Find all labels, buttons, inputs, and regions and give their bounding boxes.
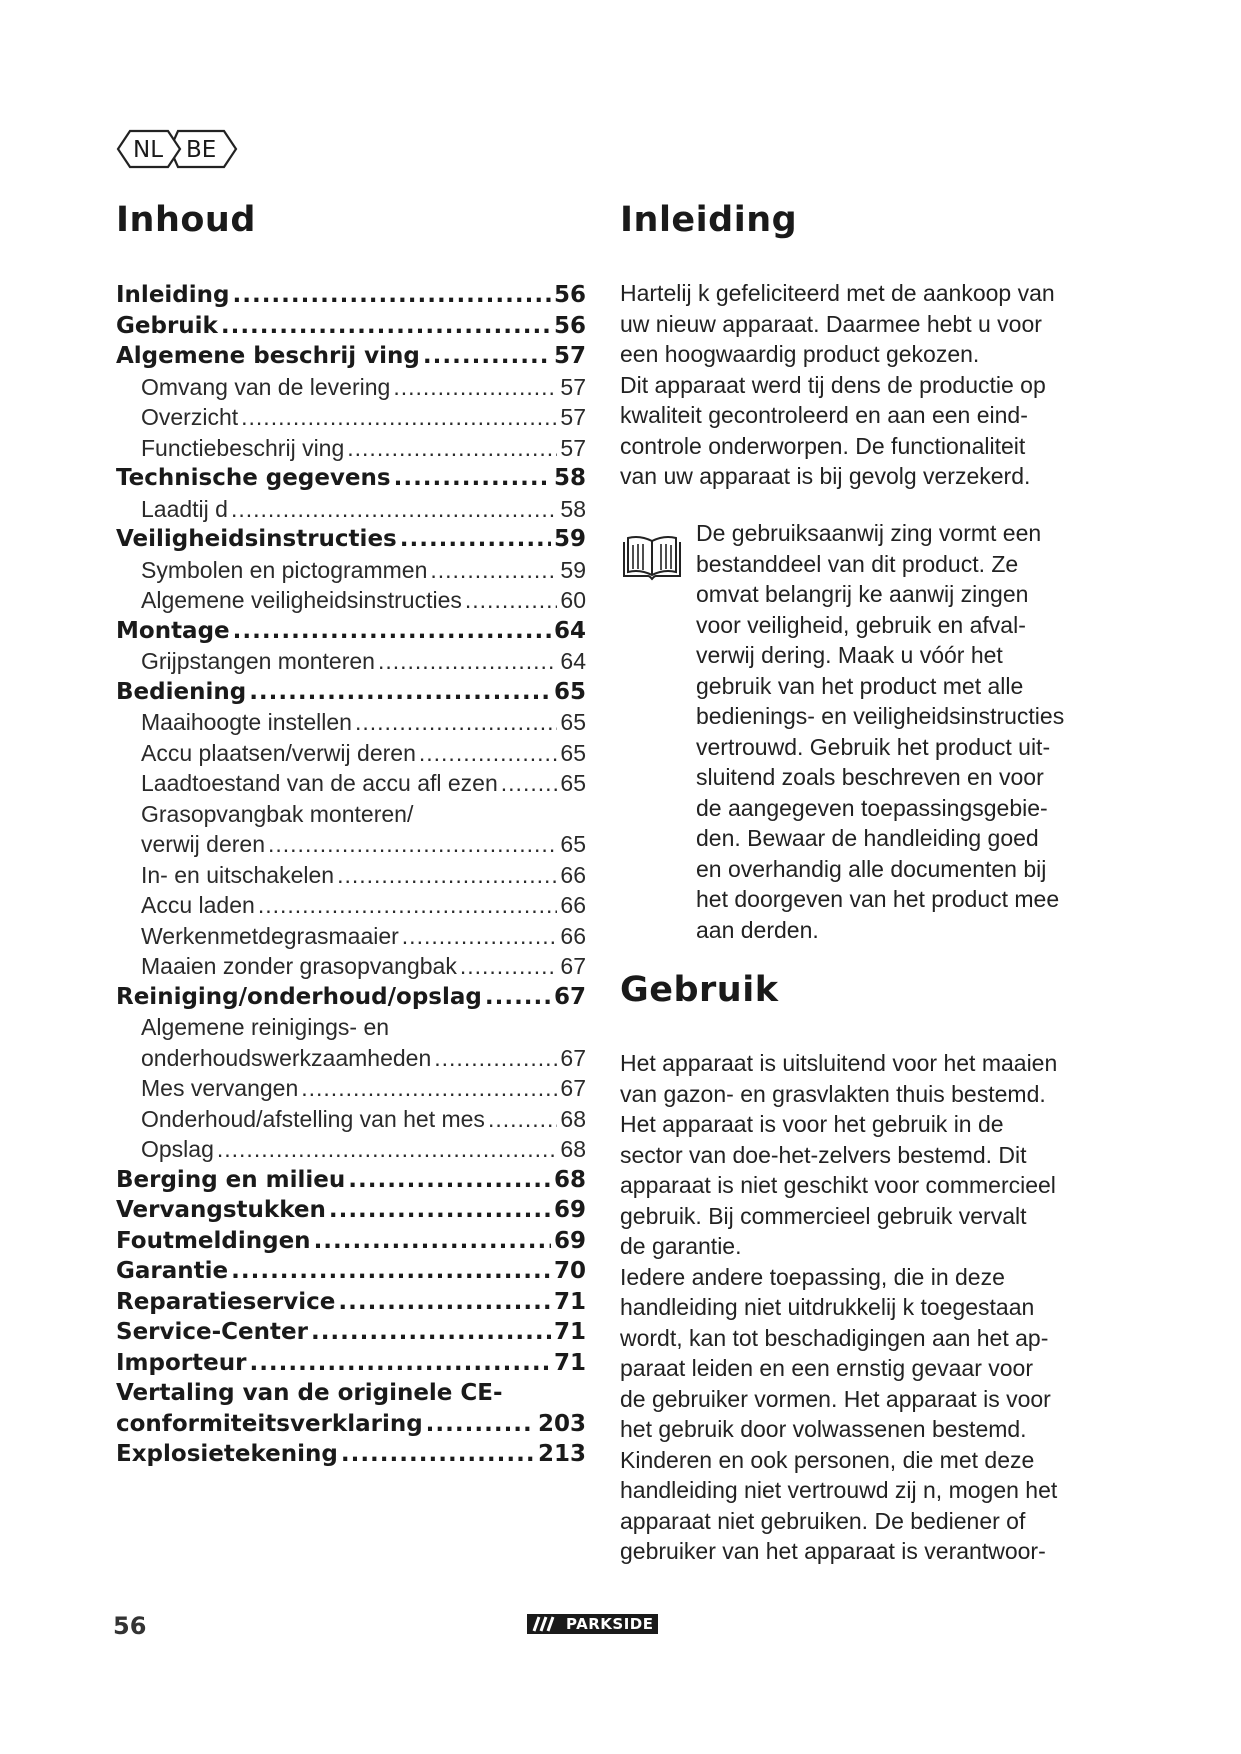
intro-text: Hartelij k gefeliciteerd met de aankoop van uw nieuw apparaat. Daarmee hebt u voor een hoogwaardig product gekozen. Dit apparaat werd tij dens de productie op kwaliteit gecontroleerd en aan een eind- controle onderworpen. De functionaliteit van uw apparaat is bij gevolg verzekerd. (620, 280, 1055, 489)
toc-entry-page: 65 (560, 739, 586, 766)
toc-entry-title: Omvang van de levering (141, 373, 391, 400)
toc-entry (116, 1165, 586, 1196)
toc-entry (116, 646, 586, 677)
toc-entry (116, 402, 586, 433)
toc-entry-title: Inleiding (116, 282, 230, 308)
toc-entry-title: Bediening (116, 678, 247, 705)
toc-entry-title: Vertaling van de originele CE- (116, 1380, 503, 1406)
toc-entry-page: 59 (560, 556, 586, 583)
toc-entry (116, 1287, 586, 1318)
toc-entry (116, 951, 586, 982)
toc-entry (116, 707, 586, 738)
toc-entry-page: 66 (560, 861, 586, 888)
toc-entry-page: 58 (560, 495, 586, 522)
toc-entry (116, 524, 586, 555)
brand-logo (527, 1612, 658, 1636)
toc-entry (116, 799, 586, 830)
toc-entry-page: 57 (553, 343, 586, 369)
language-nl: NL (133, 137, 164, 163)
toc-entry (116, 616, 586, 647)
toc-entry-title: Maaihoogte instellen (141, 709, 352, 735)
toc-heading: Inhoud (116, 200, 256, 240)
toc-entry-page: 57 (560, 373, 586, 400)
toc-entry-page: 60 (560, 587, 586, 613)
toc-leader-dots (341, 1439, 535, 1470)
toc-leader-dots (311, 1317, 551, 1348)
toc-leader-dots (430, 555, 557, 586)
toc-entry-title: Laadtoestand van de accu afl ezen (141, 770, 498, 796)
toc-entry-page: 57 (560, 434, 586, 461)
toc-entry-title: Service-Center (116, 1319, 308, 1345)
toc-entry-page: 69 (553, 1227, 586, 1254)
toc-entry-title: Garantie (116, 1258, 229, 1284)
toc-entry-title: Onderhoud/afstelling van het mes (141, 1105, 485, 1132)
toc-entry-title: Accu plaatsen/verwij deren (141, 739, 416, 766)
toc-entry-page: 59 (553, 526, 586, 552)
toc-entry-page: 57 (560, 404, 586, 430)
toc-entry (116, 768, 586, 799)
toc-entry-title: In- en uitschakelen (141, 861, 335, 888)
usage-heading: Gebruik (620, 970, 779, 1010)
toc-entry-page: 58 (553, 465, 586, 491)
toc-entry (116, 1012, 586, 1043)
toc-leader-dots (233, 616, 551, 647)
toc-entry (116, 585, 586, 616)
toc-entry (116, 1348, 586, 1379)
toc-leader-dots (394, 463, 551, 494)
toc-entry-page: 64 (553, 617, 586, 644)
toc-entry-page: 70 (553, 1258, 586, 1284)
toc-leader-dots (355, 707, 557, 738)
toc-leader-dots (249, 1348, 551, 1379)
toc-leader-dots (434, 1043, 557, 1074)
toc-entry (116, 1195, 586, 1226)
toc-entry-title: Werkenmetdegrasmaaier (141, 922, 399, 949)
toc-entry-title: Berging en milieu (116, 1166, 346, 1193)
toc-entry (116, 1226, 586, 1257)
toc-entry-page: 67 (560, 1075, 586, 1101)
toc-entry-page: 66 (560, 892, 586, 918)
toc-entry (116, 463, 586, 494)
toc-entry (116, 311, 586, 342)
toc-entry (116, 738, 586, 769)
toc-leader-dots (241, 402, 557, 433)
toc-leader-dots (348, 1165, 551, 1196)
toc-entry (116, 494, 586, 525)
toc-entry-title: Mes vervangen (141, 1075, 299, 1101)
language-be: BE (186, 137, 217, 163)
toc-entry-title: Functiebeschrij ving (141, 434, 345, 461)
toc-entry-page: 65 (560, 709, 586, 735)
toc-entry (116, 982, 586, 1013)
toc-entry (116, 555, 586, 586)
logo-stripes (527, 1614, 561, 1634)
toc-entry-page: 68 (560, 1136, 586, 1162)
toc-entry-title: Opslag (141, 1136, 214, 1162)
toc-leader-dots (221, 311, 551, 342)
toc-leader-dots (378, 646, 557, 677)
toc-entry-title: Algemene veiligheidsinstructies (141, 587, 462, 613)
toc-entry-title: Vervangstukken (116, 1197, 326, 1223)
toc-entry (116, 1317, 586, 1348)
toc-entry-title: Importeur (116, 1349, 247, 1376)
toc-leader-dots (402, 921, 558, 952)
toc-entry-title: Laadtij d (141, 495, 228, 522)
toc-entry-title: conformiteitsverklaring (116, 1410, 423, 1437)
toc-entry (116, 1409, 586, 1440)
toc-entry-page: 67 (560, 1044, 586, 1071)
toc-leader-dots (217, 1134, 558, 1165)
toc-entry-title: Veiligheidsinstructies (116, 526, 397, 552)
toc-leader-dots (268, 829, 557, 860)
toc-leader-dots (501, 768, 558, 799)
toc-leader-dots (232, 280, 551, 311)
toc-entry-title: verwij deren (141, 831, 265, 857)
toc-entry-title: Symbolen en pictogrammen (141, 556, 428, 583)
toc-entry (116, 280, 586, 311)
toc-entry (116, 677, 586, 708)
toc-leader-dots (400, 524, 551, 555)
toc-entry-title: Gebruik (116, 312, 218, 339)
toc-entry-title: Maaien zonder grasopvangbak (141, 953, 457, 979)
toc-entry-page: 65 (560, 770, 586, 796)
toc-entry (116, 1073, 586, 1104)
toc-entry (116, 1134, 586, 1165)
toc-leader-dots (485, 982, 551, 1013)
toc-leader-dots (488, 1104, 557, 1135)
toc-entry-title: Montage (116, 617, 230, 644)
book-icon (620, 532, 684, 584)
toc-entry-title: Overzicht (141, 404, 239, 430)
toc-entry (116, 1439, 586, 1470)
toc-leader-dots (231, 1256, 551, 1287)
brand-name: PARKSIDE (561, 1614, 658, 1634)
toc-leader-dots (329, 1195, 551, 1226)
toc-entry (116, 1256, 586, 1287)
toc-leader-dots (347, 433, 557, 464)
toc-entry-title: Accu laden (141, 892, 255, 918)
toc-entry-title: Grijpstangen monteren (141, 648, 375, 674)
toc-entry-title: Algemene beschrij ving (116, 343, 420, 369)
toc-entry-page: 68 (553, 1166, 586, 1193)
toc-leader-dots (314, 1226, 551, 1257)
toc-entry (116, 921, 586, 952)
toc-leader-dots (460, 951, 558, 982)
toc-entry (116, 860, 586, 891)
toc-leader-dots (249, 677, 551, 708)
toc-entry-title: Reiniging/onderhoud/opslag (116, 983, 482, 1010)
toc-column (116, 200, 586, 1467)
usage-text: Het apparaat is uitsluitend voor het maaien van gazon- en grasvlakten thuis bestemd. Het apparaat is voor het gebruik in de sector van doe-het-zelvers bestemd. Dit apparaat is niet geschikt voor commercieel gebruik. Bij commercieel gebruik vervalt de garantie. Iedere andere toepassing, die in deze handleiding niet uitdrukkelij k toegestaan wordt, kan tot beschadigingen aan het ap- paraat leiden en een ernstig gevaar voor de gebruiker vormen. Het apparaat is voor het gebruik door volwassenen bestemd. Kinderen en ook personen, die met deze handleiding niet vertrouwd zij n, mogen het apparaat niet gebruiken. De bediener of gebruiker van het apparaat is verantwoor- (620, 1050, 1058, 1564)
page-number: 56 (113, 1612, 147, 1640)
toc-entry-title: Grasopvangbak monteren/ (141, 800, 414, 827)
intro-heading: Inleiding (620, 200, 798, 240)
toc-entry-page: 66 (560, 922, 586, 949)
toc-list (116, 280, 586, 1470)
toc-leader-dots (337, 860, 557, 891)
toc-entry-page: 67 (553, 983, 586, 1010)
toc-leader-dots (301, 1073, 557, 1104)
toc-entry-page: 213 (537, 1441, 586, 1467)
toc-leader-dots (423, 341, 551, 372)
toc-entry-page: 56 (553, 282, 586, 308)
toc-entry-title: Technische gegevens (116, 465, 391, 491)
toc-leader-dots (231, 494, 557, 525)
toc-entry-page: 71 (553, 1349, 586, 1376)
toc-entry-title: Reparatieservice (116, 1288, 336, 1315)
toc-entry-page: 203 (537, 1410, 586, 1437)
toc-entry (116, 341, 586, 372)
toc-entry-page: 65 (560, 831, 586, 857)
toc-leader-dots (419, 738, 558, 769)
toc-entry-page: 69 (553, 1197, 586, 1223)
toc-entry-page: 67 (560, 953, 586, 979)
toc-entry (116, 829, 586, 860)
toc-entry-title: onderhoudswerkzaamheden (141, 1044, 432, 1071)
toc-leader-dots (258, 890, 558, 921)
toc-leader-dots (426, 1409, 535, 1440)
toc-entry (116, 1043, 586, 1074)
toc-entry (116, 1378, 586, 1409)
toc-entry (116, 433, 586, 464)
toc-leader-dots (338, 1287, 551, 1318)
toc-entry-page: 71 (553, 1288, 586, 1315)
toc-entry-title: Explosietekening (116, 1441, 338, 1467)
toc-leader-dots (465, 585, 558, 616)
toc-entry-page: 68 (560, 1105, 586, 1132)
toc-entry-title: Algemene reinigings- en (141, 1014, 390, 1040)
toc-entry (116, 1104, 586, 1135)
note-text: De gebruiksaanwij zing vormt een bestanddeel van dit product. Ze omvat belangrij ke aanwij zingen voor veiligheid, gebruik en afval- verwij dering. Maak u vóór het gebruik van het product met alle bedienings- en veiligheidsinstructies vertrouwd. Gebruik het product uit- sluitend zoals beschreven en voor de aangegeven toepassingsgebie- den. Bewaar de handleiding goed en overhandig alle documenten bij het doorgeven van het product mee aan derden. (696, 520, 1065, 943)
toc-entry-title: Foutmeldingen (116, 1227, 311, 1254)
toc-entry-page: 56 (553, 312, 586, 339)
toc-entry (116, 372, 586, 403)
toc-entry-page: 64 (560, 648, 586, 674)
toc-leader-dots (393, 372, 557, 403)
toc-entry (116, 890, 586, 921)
toc-entry-page: 65 (553, 678, 586, 705)
toc-entry-page: 71 (553, 1319, 586, 1345)
